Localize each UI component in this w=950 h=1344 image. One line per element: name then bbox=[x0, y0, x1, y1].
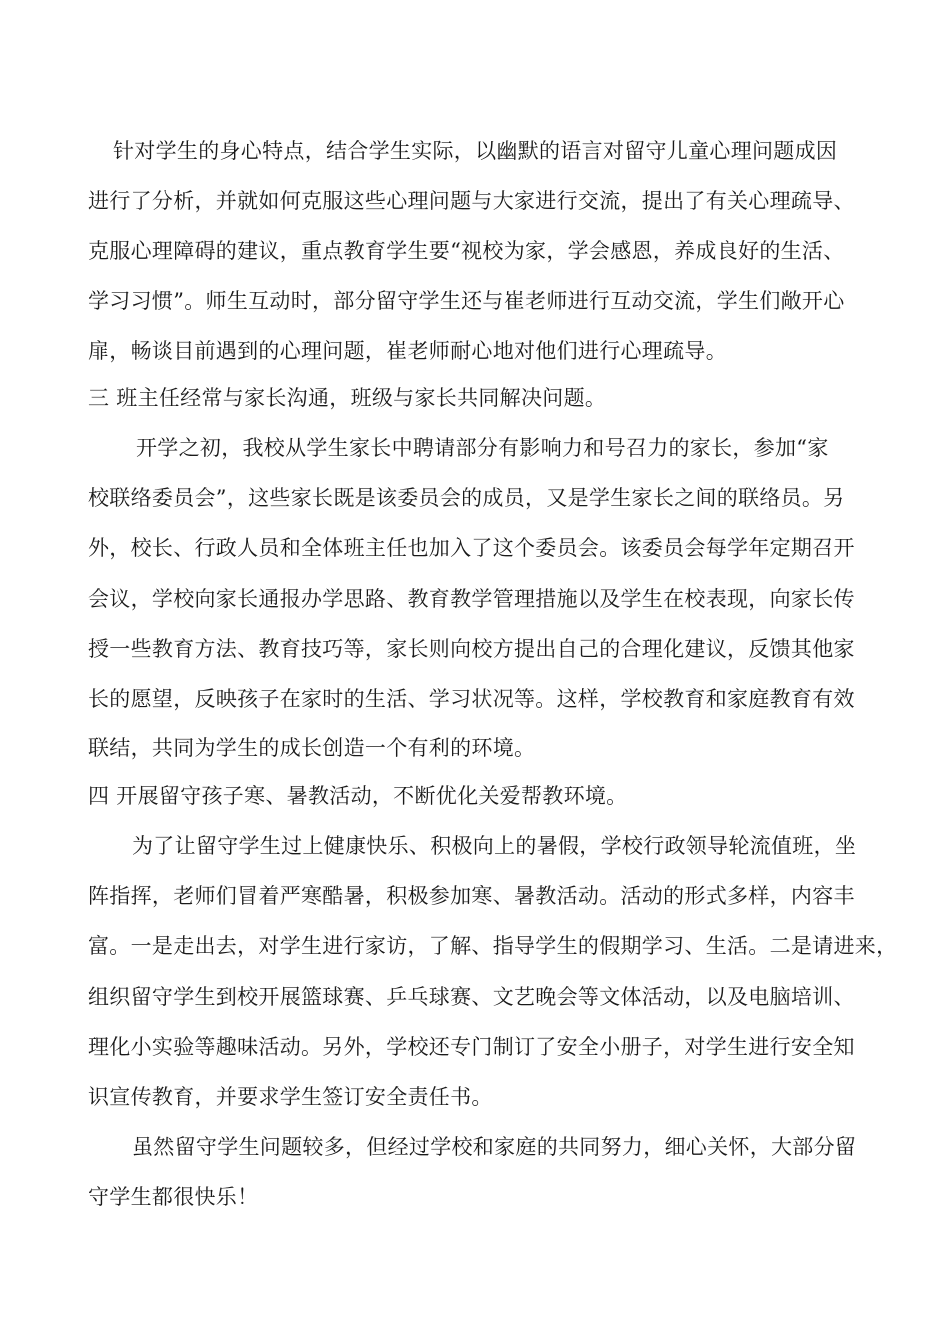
text-line: 阵指挥，老师们冒着严寒酷暑，积极参加寒、暑教活动。活动的形式多样，内容丰 bbox=[88, 884, 855, 908]
text-line: 克服心理障碍的建议，重点教育学生要“视校为家，学会感恩，养成良好的生活、 bbox=[88, 239, 845, 263]
text-line: 进行了分析，并就如何克服这些心理问题与大家进行交流，提出了有关心理疏导、 bbox=[88, 189, 855, 213]
text-line: 开学之初，我校从学生家长中聘请部分有影响力和号召力的家长，参加“家 bbox=[136, 436, 829, 460]
text-line: 组织留守学生到校开展篮球赛、乒乓球赛、文艺晚会等文体活动，以及电脑培训、 bbox=[88, 985, 855, 1009]
text-line: 守学生都很快乐！ bbox=[88, 1185, 259, 1209]
text-line: 富。一是走出去，对学生进行家访，了解、指导学生的假期学习、生活。二是请进来， bbox=[88, 934, 898, 958]
text-line: 理化小实验等趣味活动。另外，学校还专门制订了安全小册子，对学生进行安全知 bbox=[88, 1035, 855, 1059]
text-line: 校联络委员会”，这些家长既是该委员会的成员，又是学生家长之间的联络员。另 bbox=[88, 486, 845, 510]
text-line: 针对学生的身心特点，结合学生实际，以幽默的语言对留守儿童心理问题成因 bbox=[113, 139, 838, 163]
text-line: 外，校长、行政人员和全体班主任也加入了这个委员会。该委员会每学年定期召开 bbox=[88, 536, 855, 560]
text-line: 学习习惯”。师生互动时，部分留守学生还与崔老师进行互动交流，学生们敞开心 bbox=[88, 289, 845, 313]
text-line: 扉，畅谈目前遇到的心理问题，崔老师耐心地对他们进行心理疏导。 bbox=[88, 339, 727, 363]
text-line: 长的愿望，反映孩子在家时的生活、学习状况等。这样，学校教育和家庭教育有效 bbox=[88, 687, 855, 711]
text-line: 虽然留守学生问题较多，但经过学校和家庭的共同努力，细心关怀，大部分留 bbox=[132, 1135, 857, 1159]
text-line: 为了让留守学生过上健康快乐、积极向上的暑假，学校行政领导轮流值班，坐 bbox=[132, 834, 857, 858]
text-line: 授一些教育方法、教育技巧等，家长则向校方提出自己的合理化建议，反馈其他家 bbox=[88, 637, 855, 661]
section-heading: 四 开展留守孩子寒、暑教活动，不断优化关爱帮教环境。 bbox=[88, 784, 628, 808]
text-line: 识宣传教育，并要求学生签订安全责任书。 bbox=[88, 1085, 493, 1109]
text-line: 联结，共同为学生的成长创造一个有利的环境。 bbox=[88, 736, 536, 760]
section-heading: 三 班主任经常与家长沟通，班级与家长共同解决问题。 bbox=[88, 386, 607, 410]
text-line: 会议，学校向家长通报办学思路、教育教学管理措施以及学生在校表现，向家长传 bbox=[88, 587, 855, 611]
